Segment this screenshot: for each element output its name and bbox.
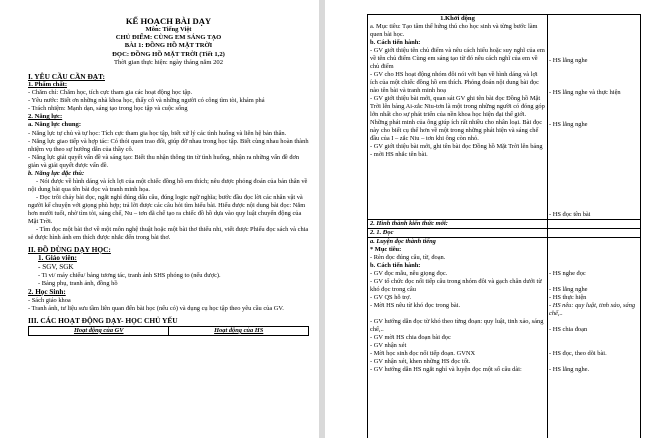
reading-aloud-heading: a. Luyện đọc thành tiếng — [370, 238, 436, 245]
document-page-1 — [0, 0, 319, 438]
hs-step: - HS lắng nghe. — [549, 366, 590, 373]
specific-competence-item: - Đọc trôi chảy bài đọc, ngắt nghỉ đúng dấu câu, đúng logic ngữ nghĩa; bước đầu đọc lời các nhân vật và người kể chuyện với giọng phù hợp; trả lời được các câu hỏi tìm hiểu bài. Hiểu được nội dung bài đọc: Nắm hơn mười tuổi, nhờ tìm tòi, sáng chế, Nu – tơn đã chế tạo ra chiếc đồ hồ dựa vào quy luật chuyển động của Mặt Trời. — [28, 193, 306, 225]
gv-step: - GV hướng dẫn đọc từ khó theo từng đoạn: quy luật, tinh xảo, sáng chế,.. — [370, 318, 544, 333]
hs-step: - HS chia đoạn — [549, 326, 588, 333]
student-item: - Tranh ảnh, tư liệu sưu tầm liên quan đến bài học (nếu có) và dụng cụ học tập theo yêu cầu của GV. — [28, 304, 284, 312]
general-competence-item: - Năng lực giao tiếp và hợp tác: Có thói quen trao đổi, giúp đỡ nhau trong học tập. Biết cùng nhau hoàn thành nhiệm vụ theo sự hướng dẫn của thầy cô. — [28, 137, 309, 153]
warmup-hs-2: - HS lắng nghe và thực hiện — [549, 89, 621, 96]
teacher-item: - Bảng phụ, tranh ảnh, đồng hồ — [38, 279, 118, 287]
warmup-hs-4: - HS đọc tên bài — [549, 211, 591, 218]
lesson-line: BÀI 1: ĐỒNG HỒ MẶT TRỜI — [124, 42, 213, 50]
hs-step — [547, 334, 640, 342]
student-heading: 2. Học Sinh: — [28, 287, 66, 296]
quality-item: - Yêu nước: Biết ơn những nhà khoa học, thấy cô và những người có công tìm tòi, khám phá — [28, 97, 265, 105]
gv-step: - GV nhận xét, khen những HS đọc tốt. — [370, 358, 471, 365]
theme-line: CHỦ ĐIỂM: CÙNG EM SÁNG TẠO — [115, 34, 222, 42]
gv-step: - GV nhận xét — [370, 342, 407, 349]
warmup-gv-3: - GV giới thiệu bài mới, quan sát GV ghi tên bài đọc Đồng hồ Mặt Trời lên bảng Ai-zắc Niu-tơn là một trong những người có đóng góp lớn nhất cho sự phát triển của nền khoa học hiện đại thế giới. Những phát minh của ông giúp ích rất nhiều cho nhân loại. Bài đọc này cho biết cụ thể hơn về một trong những phát hiện và sáng chế đầu của I – zắc Niu – tơn khi ông còn nhỏ. — [370, 95, 545, 143]
document-page-2 — [325, 0, 650, 438]
hs-step: - HS đọc, theo dõi bài. — [549, 350, 607, 357]
hs-step: - HS lắng nghe — [549, 286, 588, 293]
hs-step: - HS thực hiện — [549, 294, 587, 301]
hs-step — [547, 342, 640, 350]
gv-step: - GV mời HS chia đoạn bài đọc — [370, 334, 451, 341]
general-competence-item: - Năng lực giải quyết vấn đề và sáng tạo: Biết thu nhận thông tin từ tình huống, nhận ra những vấn đề đơn giản và giải quyết được vấn đề. — [28, 153, 300, 169]
table-row — [368, 318, 640, 334]
table-row — [368, 294, 640, 302]
section-2-heading: II. ĐỒ DÙNG DẠY HỌC: — [28, 244, 111, 254]
table-row — [368, 358, 640, 366]
warmup-heading: 1.Khởi động — [440, 15, 475, 22]
general-competence-item: - Năng lực tự chủ và tự học: Tích cực tham gia học tập, biết xử lý các tình huống và liên hệ bản thân. — [28, 129, 287, 137]
general-competence-heading: a. Năng lực chung: — [28, 121, 82, 129]
table-row — [368, 270, 640, 278]
activities-table-header — [28, 326, 309, 336]
section-1-heading: I. YÊU CẦU CẦN ĐẠT: — [28, 72, 105, 82]
gv-step: - GV QS hỗ trợ. — [370, 294, 412, 301]
subject-line: Môn: Tiếng Việt — [145, 26, 192, 33]
warmup-objective: a. Mục tiêu: Tạo tâm thế hứng thú cho học sinh và từng bước làm quen bài học. — [370, 23, 538, 39]
reading-objective: - Rèn đọc đúng câu, từ, đoạn. — [370, 254, 446, 261]
warmup-hs-3: - HS lắng nghe — [549, 121, 588, 128]
teacher-item: - Ti vi/ máy chiếu/ bảng tương tác, tranh ảnh SHS phóng to (nếu được). — [38, 271, 221, 279]
gv-step: - Mời học sinh đọc nối tiếp đoạn. GVNX — [370, 350, 476, 357]
gv-step: - GV đọc mẫu, nêu giọng đọc. — [370, 270, 448, 277]
hs-step: - HS nghe đọc — [549, 270, 586, 277]
warmup-procedure: b. Cách tiến hành: — [370, 39, 421, 47]
specific-competence-heading: b. Năng lực đặc thù: — [28, 169, 85, 177]
quality-item: - Chăm chỉ: Chăm học, tích cực tham gia các hoạt động học tập. — [28, 89, 193, 97]
table-row — [368, 342, 640, 350]
student-activity-col: Hoạt động của HS — [169, 326, 309, 335]
teacher-activity-col: Hoạt động của GV — [29, 326, 169, 335]
teacher-item: - SGV, SGK — [38, 262, 74, 271]
specific-competence-item: - Tìm đọc một bài thơ về một môn nghệ thuật hoặc một bài thơ thiếu nhi, viết được Phiếu đọc sách và chia sẻ được hình ảnh em thích được nhắc đến trong bài thơ. — [28, 225, 309, 241]
reading-objective-heading: * Mục tiêu: — [370, 246, 402, 253]
date-line: Thời gian thực hiện: ngày tháng năm 202 — [113, 58, 224, 66]
warmup-hs-1: - HS lắng nghe — [549, 57, 588, 64]
student-item: - Sách giáo khoa — [28, 296, 71, 304]
warmup-gv-4: - GV giới thiệu bài mới, ghi tên bài đọc Đồng hồ Mặt Trời lên bảng - mời HS nhắc tên bài. — [370, 143, 543, 159]
section-3-heading: III. CÁC HOẠT ĐỘNG DẠY- HỌC CHỦ YẾU — [28, 315, 178, 325]
table-row — [368, 334, 640, 342]
reading-procedure: b. Cách tiến hành: — [370, 262, 421, 269]
table-row — [368, 278, 640, 294]
warmup-gv-1: - GV giới thiệu tên chủ điểm và nêu cách hiểu hoặc suy nghĩ của em về tên chủ điểm Cùng em sáng tạo từ đó nêu cách nghĩ của em về chủ điểm — [370, 47, 545, 71]
hs-step: - HS nêu: quy luật, tinh xảo, sáng chế,.. — [549, 302, 636, 317]
gv-step: - GV hướng dẫn HS ngắt nghỉ và luyện đọc một số câu dài: — [370, 366, 522, 373]
competence-heading: 2. Năng lực: — [28, 113, 63, 121]
table-row — [368, 366, 640, 374]
table-row — [368, 350, 640, 358]
activities-table — [367, 14, 641, 438]
gv-step: - Mời HS nêu từ khó đọc trong bài. — [370, 302, 461, 309]
reading-heading: 2. 1. Đọc — [370, 229, 394, 236]
qualities-heading: 1. Phẩm chất: — [28, 81, 68, 89]
hs-step — [547, 358, 640, 366]
table-row — [368, 302, 640, 318]
new-knowledge-heading: 2. Hình thành kiến thức mới: — [370, 220, 448, 227]
plan-title: KẾ HOẠCH BÀI DẠY — [125, 16, 212, 26]
gv-step: - GV tổ chức đọc nối tiếp câu trong nhóm đôi và gạch chân dưới từ khó đọc trong câu — [370, 278, 542, 293]
quality-item: - Trách nhiệm: Mạnh dạn, sáng tạo trong học tập và cuộc sống — [28, 105, 188, 113]
teacher-heading: 1. Giáo viên: — [38, 253, 77, 262]
warmup-gv-2: - GV cho HS hoạt động nhóm đôi nói với bạn về hình dáng và lợi ích của một chiếc đồng hồ em thích. Phỏng đoán nội dung bài đọc nào tên bài và tranh minh hoạ — [370, 71, 539, 95]
specific-competence-item: - Nói được về hình dáng và ích lợi của một chiếc đồng hồ em thích; nêu được phỏng đoán của bản thân về nội dung bài qua tên bài đọc và tranh minh họa. — [28, 177, 308, 193]
reading-line: ĐỌC: ĐỒNG HỒ MẶT TRỜI (Tiết 1,2) — [112, 50, 225, 58]
